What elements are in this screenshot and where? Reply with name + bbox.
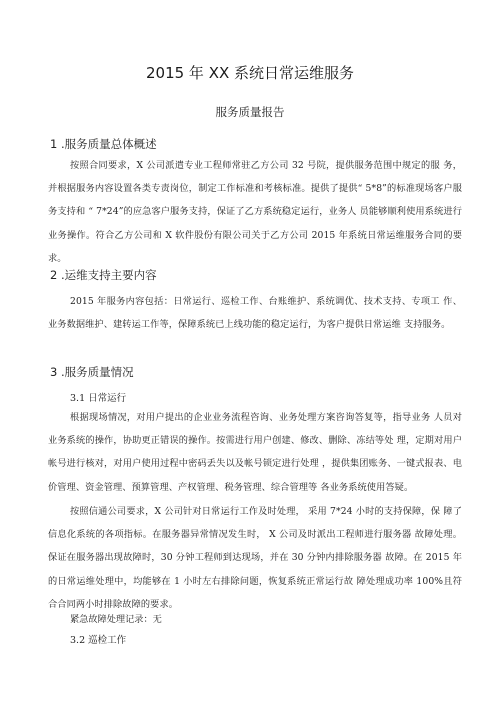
section-3-1-paragraph-1: 根据现场情况，对用户提出的企业业务流程咨询、业务处理方案咨询答复等，指导业务 人员对业务系统的操作，协助更正错误的操作。按需进行用户创建、修改、删除、冻结等处 理，定期对用户帐号进行核对，对用户使用过程中密码丢失以及帐号锁定进行处理 ，提供集团账务、一键式报表、电价管理、资金管理、预算管理、产权管理、税务管理、综合管理等 各业务系统使用答疑。: [48, 412, 462, 493]
document-title: 2015 年 XX 系统日常运维服务: [145, 64, 355, 82]
section-2-paragraph: 2015 年服务内容包括：日常运行、巡检工作、台账维护、系统调优、技术支持、专项工 作、业务数据维护、建转运工作等，保障系统已上线功能的稳定运行，为客户提供日常运维 支持服务。: [48, 296, 462, 331]
section-1-heading: 1 .服务质量总体概述: [50, 137, 157, 151]
section-2-heading: 2 .运维支持主要内容: [50, 268, 157, 282]
section-3-1-heading: 3.1 日常运行: [70, 393, 127, 404]
section-1-paragraph: 按照合同要求，X 公司派遣专业工程师常驻乙方公司 32 号院，提供服务范围中规定的服 务，并根据服务内容设置各类专责岗位，制定工作标准和考核标准。提供了提供“ 5*8”的标准现场客户服务支持和 “ 7*24”的应急客户服务支持，保证了乙方系统稳定运行，业务人 员能够顺利使用系统进行业务操作。符合乙方公司和 X 软件股份有限公司关于乙方公司 2015 年系统日常运维服务合同的要求。: [48, 160, 462, 264]
document-subtitle: 服务质量报告: [215, 105, 285, 119]
section-3-heading: 3 .服务质量情况: [50, 365, 134, 379]
section-3-1-paragraph-2: 按照信通公司要求，X 公司针对日常运行工作及时处理， 采用 7*24 小时的支持保障，保 障了信息化系统的各项指标。在服务器异常情况发生时， X 公司及时派出工程师进行服务器 故障处理。保证在服务器出现故障时，30 分钟工程师到达现场，并在 30 分钟内排除服务器 故障。在 2015 年的日常运维处理中，均能够在 1 小时左右排除问题，恢复系统正常运行故 障处理成功率 100%且符合合同两小时排除故障的要求。: [48, 506, 462, 610]
emergency-record-line: 紧急故障处理记录：无: [70, 614, 162, 625]
section-3-2-heading: 3.2 巡检工作: [70, 635, 127, 646]
